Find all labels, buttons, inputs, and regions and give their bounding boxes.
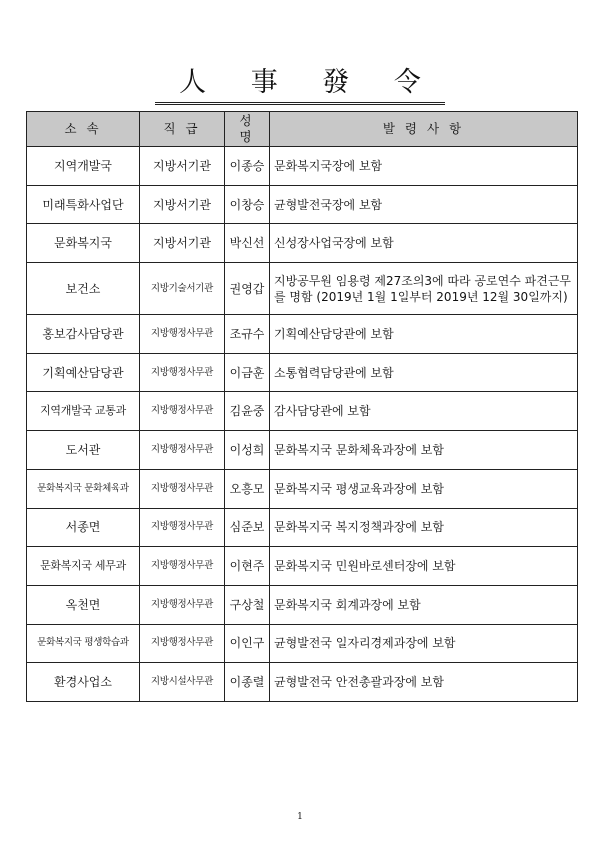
cell-rank: 지방행정사무관 (140, 624, 225, 663)
cell-unit: 서종면 (27, 508, 140, 547)
table-row (27, 431, 578, 470)
header-unit: 소 속 (27, 112, 140, 147)
cell-detail: 균형발전국 일자리경제과장에 보함 (270, 624, 578, 663)
cell-unit: 도서관 (27, 431, 140, 470)
cell-rank: 지방행정사무관 (140, 353, 225, 392)
cell-name: 이성희 (225, 431, 270, 470)
cell-rank: 지방행정사무관 (140, 392, 225, 431)
cell-rank: 지방시설사무관 (140, 663, 225, 702)
cell-detail: 감사담당관에 보함 (270, 392, 578, 431)
cell-unit: 지역개발국 (27, 147, 140, 186)
cell-unit: 옥천면 (27, 585, 140, 624)
cell-unit: 보건소 (27, 263, 140, 315)
cell-detail: 기획예산담당관에 보함 (270, 315, 578, 354)
cell-rank: 지방행정사무관 (140, 431, 225, 470)
table-row (27, 392, 578, 431)
document-title: 人 事 發 令 (155, 66, 445, 105)
cell-detail: 문화복지국 평생교육과장에 보함 (270, 469, 578, 508)
cell-name: 이인구 (225, 624, 270, 663)
cell-rank: 지방서기관 (140, 147, 225, 186)
table-row (27, 315, 578, 354)
table-row (27, 508, 578, 547)
cell-name: 권영갑 (225, 263, 270, 315)
cell-unit: 문화복지국 세무과 (27, 547, 140, 586)
cell-rank: 지방행정사무관 (140, 315, 225, 354)
table-row (27, 469, 578, 508)
cell-rank: 지방행정사무관 (140, 547, 225, 586)
cell-name: 구상철 (225, 585, 270, 624)
header-name: 성 명 (225, 112, 270, 147)
cell-unit: 기획예산담당관 (27, 353, 140, 392)
table-row (27, 547, 578, 586)
cell-unit: 지역개발국 교통과 (27, 392, 140, 431)
cell-rank: 지방행정사무관 (140, 585, 225, 624)
cell-detail: 문화복지국장에 보함 (270, 147, 578, 186)
table-row (27, 624, 578, 663)
cell-name: 오흥모 (225, 469, 270, 508)
header-detail: 발 령 사 항 (270, 112, 578, 147)
cell-detail: 균형발전국장에 보함 (270, 185, 578, 224)
cell-detail: 문화복지국 회계과장에 보함 (270, 585, 578, 624)
table-row (27, 147, 578, 186)
page-number: 1 (297, 812, 303, 822)
table-row (27, 585, 578, 624)
cell-detail: 소통협력담당관에 보함 (270, 353, 578, 392)
title-wrap (0, 66, 600, 105)
cell-detail: 신성장사업국장에 보함 (270, 224, 578, 263)
table-row (27, 353, 578, 392)
cell-unit: 문화복지국 문화체육과 (27, 469, 140, 508)
cell-name: 조규수 (225, 315, 270, 354)
table-header-row (27, 112, 578, 147)
cell-rank: 지방기술서기관 (140, 263, 225, 315)
personnel-order-table (26, 111, 578, 702)
cell-rank: 지방행정사무관 (140, 469, 225, 508)
cell-rank: 지방서기관 (140, 224, 225, 263)
cell-detail: 균형발전국 안전총괄과장에 보함 (270, 663, 578, 702)
cell-name: 이현주 (225, 547, 270, 586)
table-row (27, 224, 578, 263)
cell-name: 이창승 (225, 185, 270, 224)
cell-name: 김윤중 (225, 392, 270, 431)
cell-detail: 문화복지국 민원바로센터장에 보함 (270, 547, 578, 586)
cell-rank: 지방서기관 (140, 185, 225, 224)
cell-detail: 문화복지국 문화체육과장에 보함 (270, 431, 578, 470)
table-row (27, 185, 578, 224)
cell-name: 이종렬 (225, 663, 270, 702)
table-row (27, 663, 578, 702)
cell-name: 심준보 (225, 508, 270, 547)
cell-name: 이종승 (225, 147, 270, 186)
cell-rank: 지방행정사무관 (140, 508, 225, 547)
cell-unit: 미래특화사업단 (27, 185, 140, 224)
cell-unit: 환경사업소 (27, 663, 140, 702)
cell-detail: 문화복지국 복지정책과장에 보함 (270, 508, 578, 547)
cell-unit: 홍보감사담당관 (27, 315, 140, 354)
cell-name: 박신선 (225, 224, 270, 263)
cell-unit: 문화복지국 (27, 224, 140, 263)
cell-detail: 지방공무원 임용령 제27조의3에 따라 공로연수 파견근무를 명함 (2019년 1월 1일부터 2019년 12월 30일까지) (270, 263, 578, 315)
cell-name: 이금훈 (225, 353, 270, 392)
header-rank: 직 급 (140, 112, 225, 147)
table-row (27, 263, 578, 315)
cell-unit: 문화복지국 평생학습과 (27, 624, 140, 663)
